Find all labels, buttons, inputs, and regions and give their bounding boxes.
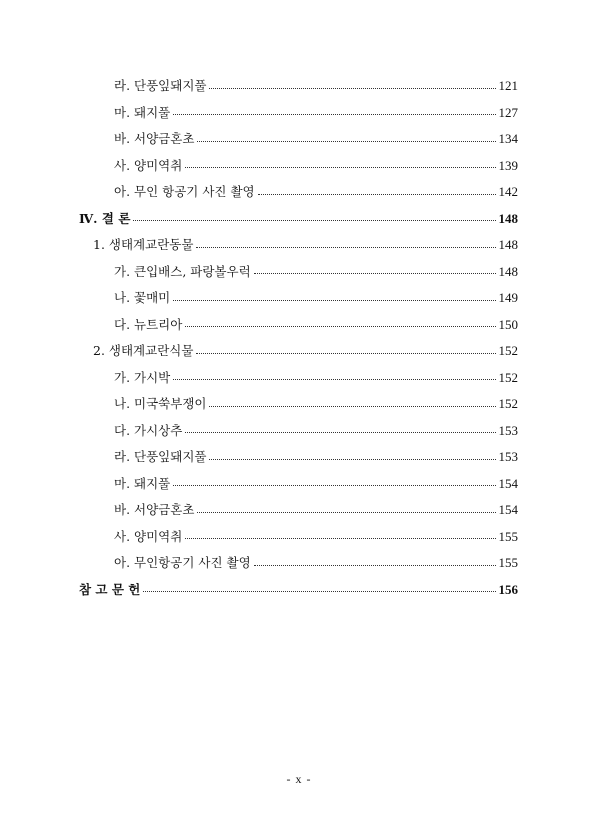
toc-entry-title: 바. 서양금혼초 — [114, 131, 195, 146]
page-number: - x - — [286, 772, 312, 786]
dot-leader — [197, 512, 495, 513]
toc-entry[interactable] — [114, 418, 518, 444]
dot-leader — [258, 194, 496, 195]
toc-section-entry[interactable] — [93, 338, 518, 364]
toc-entry-title: 다. 뉴트리아 — [114, 316, 183, 332]
toc-entry-title: 나. 꽃매미 — [114, 290, 171, 305]
toc-entry-title: 라. 단풍잎돼지풀 — [114, 449, 207, 464]
toc-chapter-entry[interactable] — [79, 577, 518, 603]
toc-entry-title: 바. 서양금혼초 — [114, 502, 195, 517]
toc-entry[interactable] — [114, 391, 518, 417]
toc-entry-title: 사. 양미역취 — [114, 157, 183, 173]
toc-entry[interactable] — [114, 497, 518, 523]
toc-entry-page: 154 — [498, 475, 518, 491]
toc-entry[interactable] — [114, 179, 518, 205]
toc-entry[interactable] — [114, 550, 518, 576]
dot-leader — [173, 485, 495, 486]
dot-leader — [173, 300, 495, 301]
toc-entry-title: 아. 무인 항공기 사진 촬영 — [114, 184, 255, 199]
toc-entry-page: 154 — [498, 502, 518, 517]
toc-entry-title: 가. 가시박 — [114, 369, 171, 385]
dot-leader — [185, 432, 495, 433]
dot-leader — [173, 114, 495, 115]
dot-leader — [209, 88, 495, 89]
toc-entry-page: 156 — [498, 581, 518, 597]
toc-entry-title: 사. 양미역취 — [114, 528, 183, 544]
toc-entry-title: 마. 돼지풀 — [114, 475, 171, 491]
dot-leader — [133, 220, 495, 221]
toc-entry[interactable] — [114, 524, 518, 550]
toc-entry-page: 148 — [498, 237, 518, 252]
toc-entry-page: 150 — [498, 316, 518, 332]
dot-leader — [185, 167, 495, 168]
toc-entry-page: 134 — [498, 131, 518, 146]
toc-entry-page: 152 — [498, 396, 518, 411]
toc-entry-title: 라. 단풍잎돼지풀 — [114, 78, 207, 93]
dot-leader — [143, 591, 495, 592]
toc-entry-page: 152 — [498, 343, 518, 358]
toc-entry-page: 152 — [498, 369, 518, 385]
toc-entry-page: 121 — [498, 78, 518, 93]
toc-entry-page: 148 — [498, 210, 518, 226]
toc-chapter-title: Ⅳ. 결 론 — [79, 210, 131, 226]
toc-entry[interactable] — [114, 365, 518, 391]
toc-entry[interactable] — [114, 312, 518, 338]
toc-chapter-title: 참 고 문 헌 — [79, 581, 141, 597]
dot-leader — [173, 379, 495, 380]
toc-entry-title: 마. 돼지풀 — [114, 104, 171, 120]
toc-entry-title: 나. 미국쑥부쟁이 — [114, 396, 207, 411]
toc-section-title: 1. 생태계교란동물 — [93, 237, 194, 252]
toc-entry-page: 139 — [498, 157, 518, 173]
dot-leader — [196, 353, 495, 354]
toc-entry-page: 127 — [498, 104, 518, 120]
toc-entry[interactable] — [114, 100, 518, 126]
dot-leader — [209, 459, 495, 460]
toc-section-entry[interactable] — [93, 232, 518, 258]
toc-entry-page: 142 — [498, 184, 518, 199]
toc-entry-page: 148 — [498, 263, 518, 279]
toc-entry-title: 아. 무인항공기 사진 촬영 — [114, 555, 251, 570]
dot-leader — [197, 141, 495, 142]
toc-entry[interactable] — [114, 259, 518, 285]
toc-entry-title: 다. 가시상추 — [114, 422, 183, 438]
toc-entry-page: 155 — [498, 555, 518, 570]
toc-section-title: 2. 생태계교란식물 — [93, 343, 194, 358]
toc-entry-page: 153 — [498, 449, 518, 464]
toc-entry-page: 153 — [498, 422, 518, 438]
dot-leader — [185, 326, 495, 327]
dot-leader — [196, 247, 495, 248]
dot-leader — [254, 273, 496, 274]
toc-entry-title: 가. 큰입배스, 파랑볼우럭 — [114, 263, 251, 279]
toc-entry[interactable] — [114, 126, 518, 152]
toc-entry[interactable] — [114, 153, 518, 179]
toc-chapter-entry[interactable] — [79, 206, 518, 232]
dot-leader — [254, 565, 496, 566]
toc-entry-page: 155 — [498, 528, 518, 544]
toc-entry[interactable] — [114, 73, 518, 99]
toc-entry[interactable] — [114, 444, 518, 470]
dot-leader — [185, 538, 495, 539]
toc-entry[interactable] — [114, 471, 518, 497]
toc-entry-page: 149 — [498, 290, 518, 305]
toc-entry[interactable] — [114, 285, 518, 311]
dot-leader — [209, 406, 495, 407]
